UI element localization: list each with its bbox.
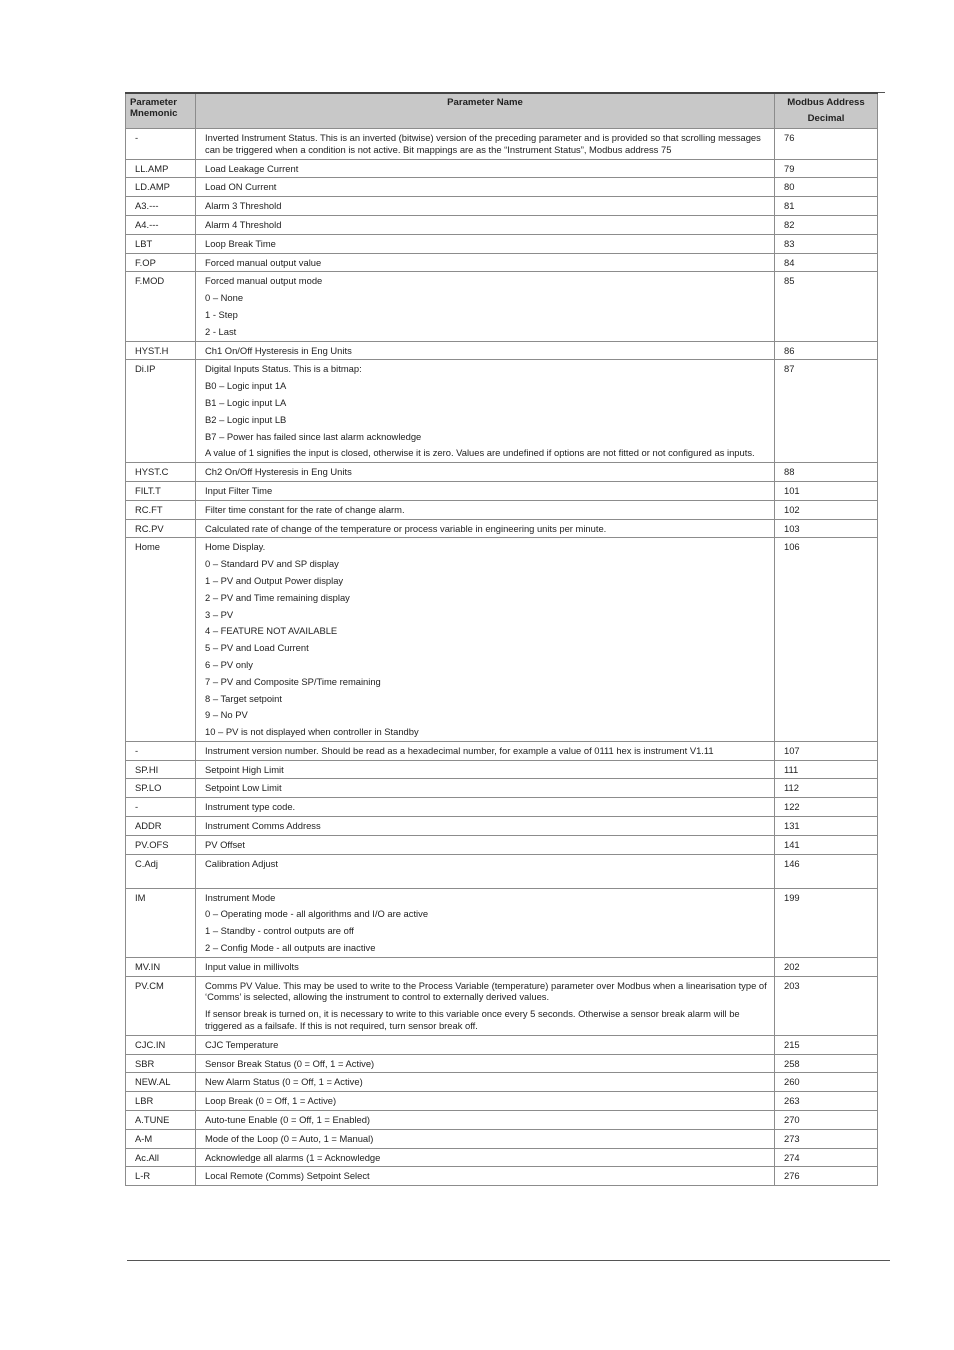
table-header-row bbox=[126, 93, 878, 129]
parameter-name bbox=[196, 957, 775, 976]
parameter-name bbox=[196, 253, 775, 272]
parameter-mnemonic: SBR bbox=[126, 1054, 196, 1073]
parameter-name-line: Loop Break (0 = Off, 1 = Active) bbox=[205, 1095, 337, 1107]
parameter-name-line: New Alarm Status (0 = Off, 1 = Active) bbox=[205, 1076, 363, 1088]
parameter-name-line: Load ON Current bbox=[205, 181, 277, 193]
parameter-name-line: Inverted Instrument Status. This is an inverted (bitwise) version of the preceding parameter and is provided so that scrolling messages can be triggered when a condition is not active. Bit mappings are as the “Instrument Status”, Modbus address 75 bbox=[205, 132, 761, 155]
parameter-name-line: 10 – PV is not displayed when controller in Standby bbox=[205, 726, 419, 738]
parameter-mnemonic: - bbox=[126, 741, 196, 760]
table-row bbox=[126, 957, 878, 976]
modbus-address: 273 bbox=[775, 1129, 878, 1148]
parameter-name-line: Instrument type code. bbox=[205, 801, 296, 813]
modbus-address: 101 bbox=[775, 481, 878, 500]
table-row bbox=[126, 779, 878, 798]
parameter-name-line: Auto-tune Enable (0 = Off, 1 = Enabled) bbox=[205, 1114, 371, 1126]
parameter-mnemonic: ADDR bbox=[126, 817, 196, 836]
table-row bbox=[126, 178, 878, 197]
parameter-name-line: 9 – No PV bbox=[205, 709, 248, 721]
parameter-name-line: 1 – Standby - control outputs are off bbox=[205, 925, 354, 937]
parameter-name bbox=[196, 129, 775, 160]
modbus-address: 146 bbox=[775, 854, 878, 888]
modbus-address: 85 bbox=[775, 272, 878, 341]
parameter-mnemonic: LBT bbox=[126, 234, 196, 253]
modbus-address: 107 bbox=[775, 741, 878, 760]
parameter-name bbox=[196, 760, 775, 779]
parameter-name-line: 4 – FEATURE NOT AVAILABLE bbox=[205, 625, 338, 637]
parameter-name bbox=[196, 159, 775, 178]
parameter-mnemonic: FILT.T bbox=[126, 481, 196, 500]
header-parameter-name: Parameter Name bbox=[196, 93, 775, 129]
table-row bbox=[126, 360, 878, 463]
parameter-name bbox=[196, 976, 775, 1035]
table-row bbox=[126, 1073, 878, 1092]
parameter-name-line: B7 – Power has failed since last alarm acknowledge bbox=[205, 430, 422, 442]
modbus-address: 199 bbox=[775, 888, 878, 957]
parameter-name bbox=[196, 835, 775, 854]
parameter-name-line: Mode of the Loop (0 = Auto, 1 = Manual) bbox=[205, 1132, 374, 1144]
parameter-name-line: B2 – Logic input LB bbox=[205, 413, 287, 425]
modbus-address: 80 bbox=[775, 178, 878, 197]
modbus-address: 86 bbox=[775, 341, 878, 360]
modbus-address: 81 bbox=[775, 197, 878, 216]
parameter-mnemonic: F.OP bbox=[126, 253, 196, 272]
table-row bbox=[126, 253, 878, 272]
parameter-name-line: Loop Break Time bbox=[205, 237, 276, 249]
parameter-name bbox=[196, 234, 775, 253]
footer-rule bbox=[127, 1260, 890, 1261]
parameter-name-line: 2 - Last bbox=[205, 325, 237, 337]
parameter-name bbox=[196, 519, 775, 538]
modbus-address: 83 bbox=[775, 234, 878, 253]
parameter-name-line: 5 – PV and Load Current bbox=[205, 642, 309, 654]
parameter-mnemonic: Di.IP bbox=[126, 360, 196, 463]
parameter-name bbox=[196, 341, 775, 360]
parameter-name-line: Filter time constant for the rate of change alarm. bbox=[205, 503, 405, 515]
table-row bbox=[126, 1035, 878, 1054]
modbus-address: 274 bbox=[775, 1148, 878, 1167]
parameter-name bbox=[196, 1035, 775, 1054]
modbus-address: 276 bbox=[775, 1167, 878, 1186]
parameter-name bbox=[196, 1167, 775, 1186]
modbus-address: 88 bbox=[775, 463, 878, 482]
parameter-mnemonic: HYST.C bbox=[126, 463, 196, 482]
table-row bbox=[126, 215, 878, 234]
parameter-name bbox=[196, 1148, 775, 1167]
modbus-address: 270 bbox=[775, 1111, 878, 1130]
parameter-name-line: Forced manual output mode bbox=[205, 275, 323, 287]
parameter-mnemonic: PV.CM bbox=[126, 976, 196, 1035]
modbus-address: 202 bbox=[775, 957, 878, 976]
parameter-name bbox=[196, 1054, 775, 1073]
parameter-mnemonic: MV.IN bbox=[126, 957, 196, 976]
parameter-mnemonic: C.Adj bbox=[126, 854, 196, 888]
modbus-address: 84 bbox=[775, 253, 878, 272]
table-row bbox=[126, 519, 878, 538]
parameter-mnemonic: Home bbox=[126, 538, 196, 742]
parameter-mnemonic: A-M bbox=[126, 1129, 196, 1148]
parameter-name bbox=[196, 888, 775, 957]
parameter-name-line: 3 – PV bbox=[205, 608, 234, 620]
parameter-name bbox=[196, 463, 775, 482]
parameter-name-line: Ch2 On/Off Hysteresis in Eng Units bbox=[205, 466, 352, 478]
parameter-name-line: B1 – Logic input LA bbox=[205, 396, 287, 408]
modbus-address: 203 bbox=[775, 976, 878, 1035]
parameter-name bbox=[196, 1111, 775, 1130]
table-row bbox=[126, 741, 878, 760]
modbus-address: 122 bbox=[775, 798, 878, 817]
table-row bbox=[126, 463, 878, 482]
parameter-name bbox=[196, 481, 775, 500]
parameter-name-line: Setpoint Low Limit bbox=[205, 782, 282, 794]
parameter-name-line: 2 – PV and Time remaining display bbox=[205, 591, 350, 603]
parameter-name bbox=[196, 779, 775, 798]
table-row bbox=[126, 1111, 878, 1130]
parameter-mnemonic: PV.OFS bbox=[126, 835, 196, 854]
modbus-parameter-table bbox=[125, 92, 878, 1186]
modbus-address: 215 bbox=[775, 1035, 878, 1054]
parameter-name-line: 0 – Standard PV and SP display bbox=[205, 558, 339, 570]
parameter-name-line: B0 – Logic input 1A bbox=[205, 380, 287, 392]
parameter-name-line: Ch1 On/Off Hysteresis in Eng Units bbox=[205, 344, 352, 356]
table-row bbox=[126, 234, 878, 253]
parameter-name bbox=[196, 215, 775, 234]
parameter-name-line: CJC Temperature bbox=[205, 1038, 279, 1050]
parameter-name-line: 8 – Target setpoint bbox=[205, 692, 282, 704]
modbus-address: 112 bbox=[775, 779, 878, 798]
parameter-mnemonic: NEW.AL bbox=[126, 1073, 196, 1092]
parameter-name bbox=[196, 1129, 775, 1148]
modbus-address: 258 bbox=[775, 1054, 878, 1073]
parameter-mnemonic: - bbox=[126, 798, 196, 817]
modbus-address: 103 bbox=[775, 519, 878, 538]
table-row bbox=[126, 888, 878, 957]
parameter-name-line: Input Filter Time bbox=[205, 484, 273, 496]
parameter-mnemonic: A.TUNE bbox=[126, 1111, 196, 1130]
table-row bbox=[126, 272, 878, 341]
parameter-name-line: Comms PV Value. This may be used to write to the Process Variable (temperature) parameter over Modbus when a linearisation type of ‘Comms’ is selected, allowing the instrument to control to externally derived values. bbox=[205, 979, 767, 1003]
table-row bbox=[126, 500, 878, 519]
parameter-name-line: Input value in millivolts bbox=[205, 960, 299, 972]
parameter-mnemonic: Ac.All bbox=[126, 1148, 196, 1167]
modbus-address: 131 bbox=[775, 817, 878, 836]
parameter-name-line: Forced manual output value bbox=[205, 256, 322, 268]
modbus-address: 76 bbox=[775, 129, 878, 160]
parameter-name bbox=[196, 741, 775, 760]
modbus-address: 263 bbox=[775, 1092, 878, 1111]
parameter-name-line: Instrument Comms Address bbox=[205, 820, 321, 832]
parameter-name-line: 7 – PV and Composite SP/Time remaining bbox=[205, 675, 381, 687]
parameter-mnemonic: RC.PV bbox=[126, 519, 196, 538]
parameter-mnemonic: SP.LO bbox=[126, 779, 196, 798]
parameter-name bbox=[196, 798, 775, 817]
header-address-line1: Modbus Address bbox=[787, 97, 865, 108]
table-row bbox=[126, 538, 878, 742]
parameter-name-line: Calibration Adjust bbox=[205, 857, 278, 869]
modbus-address: 82 bbox=[775, 215, 878, 234]
parameter-mnemonic: LD.AMP bbox=[126, 178, 196, 197]
parameter-name-line: Alarm 4 Threshold bbox=[205, 218, 282, 230]
table-row bbox=[126, 835, 878, 854]
parameter-name bbox=[196, 1092, 775, 1111]
table-row bbox=[126, 481, 878, 500]
parameter-name-line: Home Display. bbox=[205, 541, 266, 553]
parameter-mnemonic: CJC.IN bbox=[126, 1035, 196, 1054]
modbus-address: 106 bbox=[775, 538, 878, 742]
parameter-name bbox=[196, 500, 775, 519]
modbus-address: 87 bbox=[775, 360, 878, 463]
parameter-name-line: If sensor break is turned on, it is necessary to write to this variable once every 5 seconds. Otherwise a sensor break alarm will be triggered as a failsafe. If this is not required, turn sensor break off. bbox=[205, 1008, 740, 1032]
parameter-name-line: 0 – Operating mode - all algorithms and I/O are active bbox=[205, 908, 429, 920]
parameter-name-line: Local Remote (Comms) Setpoint Select bbox=[205, 1170, 370, 1182]
parameter-name-line: 2 – Config Mode - all outputs are inactive bbox=[205, 942, 376, 954]
table-row bbox=[126, 760, 878, 779]
table-row bbox=[126, 129, 878, 160]
header-address-line2: Decimal bbox=[807, 113, 845, 124]
parameter-name bbox=[196, 360, 775, 463]
parameter-name-line: Instrument Mode bbox=[205, 891, 276, 903]
parameter-mnemonic: SP.HI bbox=[126, 760, 196, 779]
parameter-mnemonic: F.MOD bbox=[126, 272, 196, 341]
table-row bbox=[126, 159, 878, 178]
table-row bbox=[126, 854, 878, 888]
parameter-name-line: A value of 1 signifies the input is closed, otherwise it is zero. Values are undefined if options are not fitted or not configured as inputs. bbox=[205, 447, 755, 459]
modbus-address: 141 bbox=[775, 835, 878, 854]
parameter-name-line: Setpoint High Limit bbox=[205, 763, 284, 775]
parameter-name-line: Instrument version number. Should be read as a hexadecimal number, for example a value of 0111 hex is instrument V1.11 bbox=[205, 744, 714, 756]
header-mnemonic: Parameter Mnemonic bbox=[126, 93, 196, 129]
modbus-address: 260 bbox=[775, 1073, 878, 1092]
table-row bbox=[126, 197, 878, 216]
parameter-name bbox=[196, 817, 775, 836]
parameter-mnemonic: LL.AMP bbox=[126, 159, 196, 178]
parameter-mnemonic: L-R bbox=[126, 1167, 196, 1186]
parameter-name bbox=[196, 197, 775, 216]
parameter-mnemonic: LBR bbox=[126, 1092, 196, 1111]
parameter-name-line: 1 - Step bbox=[205, 308, 238, 320]
table-row bbox=[126, 1167, 878, 1186]
header-modbus-address bbox=[775, 93, 878, 129]
table-row bbox=[126, 1129, 878, 1148]
table-row bbox=[126, 1054, 878, 1073]
table-row bbox=[126, 976, 878, 1035]
parameter-name-line: 6 – PV only bbox=[205, 658, 253, 670]
table-body bbox=[126, 129, 878, 1186]
table-row bbox=[126, 341, 878, 360]
parameter-name-line: Digital Inputs Status. This is a bitmap: bbox=[205, 363, 362, 375]
table-row bbox=[126, 1148, 878, 1167]
modbus-address: 111 bbox=[775, 760, 878, 779]
parameter-name-line: Calculated rate of change of the temperature or process variable in engineering units per minute. bbox=[205, 522, 607, 534]
parameter-mnemonic: RC.FT bbox=[126, 500, 196, 519]
table-row bbox=[126, 1092, 878, 1111]
parameter-name bbox=[196, 538, 775, 742]
parameter-name bbox=[196, 178, 775, 197]
modbus-address: 102 bbox=[775, 500, 878, 519]
parameter-name-line: 0 – None bbox=[205, 292, 244, 304]
parameter-name-line: Alarm 3 Threshold bbox=[205, 200, 282, 212]
parameter-mnemonic: IM bbox=[126, 888, 196, 957]
parameter-name-line: Sensor Break Status (0 = Off, 1 = Active) bbox=[205, 1057, 375, 1069]
parameter-name-line: PV Offset bbox=[205, 838, 245, 850]
parameter-mnemonic: A4.--- bbox=[126, 215, 196, 234]
modbus-address: 79 bbox=[775, 159, 878, 178]
parameter-mnemonic: HYST.H bbox=[126, 341, 196, 360]
parameter-name bbox=[196, 1073, 775, 1092]
parameter-name-line: 1 – PV and Output Power display bbox=[205, 574, 344, 586]
parameter-name-line: Acknowledge all alarms (1 = Acknowledge bbox=[205, 1151, 381, 1163]
table-row bbox=[126, 798, 878, 817]
parameter-name bbox=[196, 272, 775, 341]
table-row bbox=[126, 817, 878, 836]
parameter-name bbox=[196, 854, 775, 888]
parameter-mnemonic: A3.--- bbox=[126, 197, 196, 216]
parameter-mnemonic: - bbox=[126, 129, 196, 160]
parameter-name-line: Load Leakage Current bbox=[205, 162, 299, 174]
